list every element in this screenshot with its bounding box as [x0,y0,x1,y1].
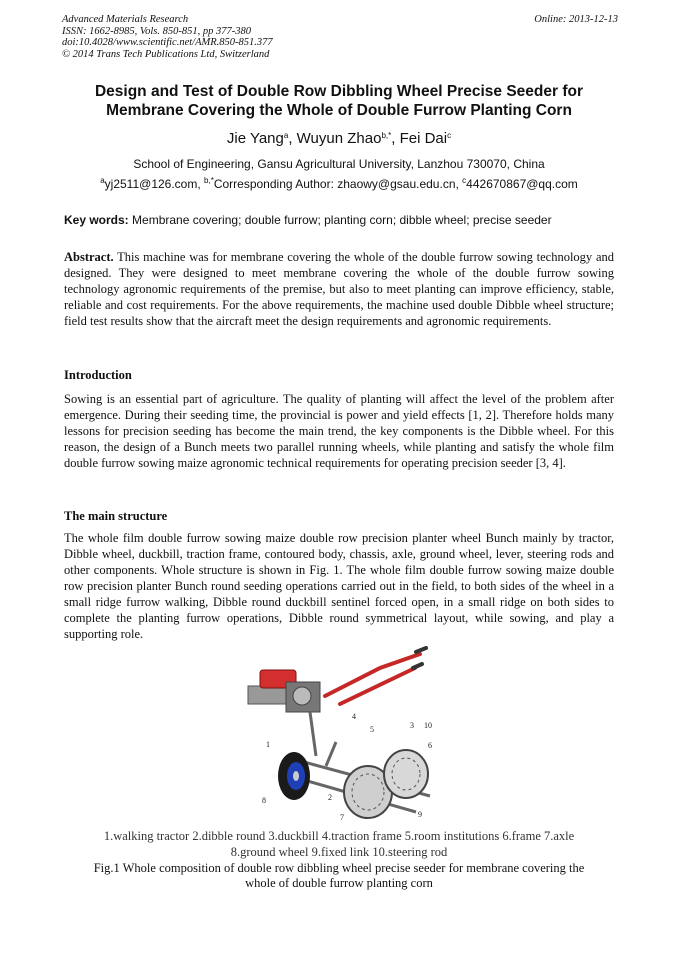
callout-10: 10 [424,721,432,730]
abstract-text: This machine was for membrane covering the whole of the double furrow sowing technology and designed. They were designed to meet membrane covering the whole of the double furrow sowing technology agronomic requirements of the premise, but also to meet planting can improve efficiency, stable, reliable and cost requirements. For the above requirements, the machine used double Dibble wheel structure; field test results show that the aircraft meet the design requirements and agronomic requirements. [64,250,614,328]
figure-caption-line: Fig.1 Whole composition of double row dibbling wheel precise seeder for membrane covering the [93,861,585,875]
figure-legend [64,828,614,860]
callout-7: 7 [340,813,344,822]
callout-5: 5 [370,725,374,734]
ground-wheel [278,752,310,800]
author-sup: c [447,131,452,140]
author-name: Wuyun Zhao [296,130,382,147]
keywords-label: Key words: [64,213,129,227]
email-sup: b,* [204,176,214,185]
doi-line: doi:10.4028/www.scientific.net/AMR.850-851.377 [62,37,273,48]
handlebar [325,648,426,704]
author-list [60,130,618,147]
email-a[interactable]: yj2511@126.com, [104,177,205,191]
section-heading-introduction: Introduction [64,368,132,382]
journal-header [62,14,618,60]
keywords [64,213,620,227]
figure-legend-line: 8.ground wheel 9.fixed link 10.steering rod [230,845,448,859]
figure-legend-line: 1.walking tractor 2.dibble round 3.duckbill 4.traction frame 5.room institutions 6.frame 7.axle [103,829,575,843]
author-emails [60,177,618,191]
author-sup: b,* [381,131,392,140]
callout-3: 3 [410,721,414,730]
paper-title: Design and Test of Double Row Dibbling Wheel Precise Seeder for Membrane Covering the Whole of Double Furrow Planting Corn [94,83,584,119]
figure-caption-line: whole of double furrow planting corn [245,876,433,890]
email-sup: a [100,176,105,185]
email-b[interactable]: Corresponding Author: zhaowy@gsau.edu.cn, [213,177,463,191]
callout-6: 6 [428,741,432,750]
keywords-text: Membrane covering; double furrow; planting corn; dibble wheel; precise seeder [128,213,552,227]
abstract [64,249,614,329]
callout-8: 8 [262,796,266,805]
author-sup: a [283,131,289,140]
figure-caption [64,861,614,891]
email-sup: c [462,176,467,185]
callout-9: 9 [418,810,422,819]
section-heading-main-structure: The main structure [64,509,168,523]
author-name: Jie Yang [226,130,284,147]
introduction-text: Sowing is an essential part of agriculture. The quality of planting will affect the level of the problem after emergence. During their seeding time, the provincial is power and yield effects [1, 2]. Therefore holds many lessons for precision seeding has become the main trend, the key components is the Dibble wheel. For this reason, the design of a Bunch meets two parallel running wheels, while planting and satisfy the whole film double furrow sowing maize agronomic technical requirements for operating precision seeder [3, 4]. [64,392,614,470]
email-c[interactable]: 442670867@qq.com [466,177,578,191]
affiliation: School of Engineering, Gansu Agricultural University, Lanzhou 730070, China [133,157,545,171]
abstract-label: Abstract. [64,250,114,264]
author-sep: , [288,130,297,147]
dibble-wheel-rear [384,750,428,798]
author-name: Fei Dai [399,130,448,147]
callout-2: 2 [328,793,332,802]
journal-name: Advanced Materials Research [62,14,189,25]
callout-4: 4 [352,712,356,721]
online-date: Online: 2013-12-13 [534,14,618,25]
main-structure-text: The whole film double furrow sowing maize double row precision planter wheel Bunch mainly by tractor, Dibble wheel, duckbill, traction frame, contoured body, chassis, axle, ground wheel, lever, steering rods and other components. Whole structure is shown in Fig. 1. The whole film double furrow sowing maize double row precision planter Bunch round seeding operations carried out in the field, to both sides of the wheel in a small ridge furrow walking, Dibble round duckbill sentinel forced open, in a small ridge on both sides to complete the planting furrow operations, Dibble round symmetrical layout, while sowing, and play a supporting role. [64,531,614,641]
author-sep: , [391,130,400,147]
callout-1: 1 [266,740,270,749]
seeder-figure [230,646,460,826]
engine [248,670,320,712]
copyright-line: © 2014 Trans Tech Publications Ltd, Switzerland [62,48,270,60]
issn-line: ISSN: 1662-8985, Vols. 850-851, pp 377-380 [62,25,251,37]
